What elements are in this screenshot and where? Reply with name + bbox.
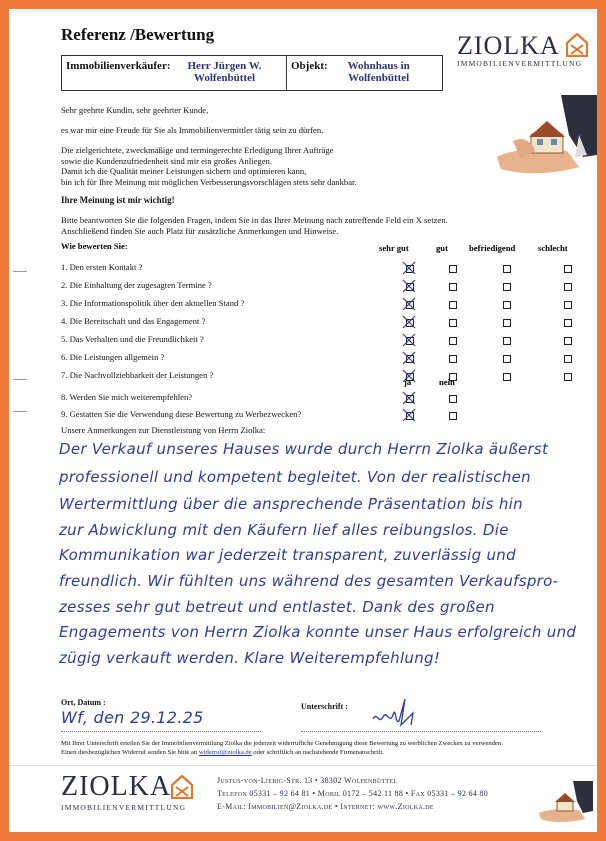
rating-checkbox[interactable] <box>503 301 511 309</box>
rating-checkbox[interactable] <box>503 337 511 345</box>
question-8: 8. Werden Sie mich weiterempfehlen? <box>61 392 193 402</box>
question-9: 9. Gestatten Sie die Verwendung diese Bewertung zu Werbezwecken? <box>61 409 302 419</box>
yes-no-cross-mark <box>402 391 416 405</box>
rating-checkbox[interactable] <box>564 283 572 291</box>
seller-value: Herr Jürgen W. Wolfenbüttel <box>187 60 262 84</box>
property-info-box <box>61 55 443 91</box>
remarks-label: Unsere Anmerkungen zur Dienstleistung von Herrn Ziolka: <box>61 425 266 435</box>
col-nein: nein <box>439 377 455 387</box>
intro-line: es war mir eine Freude für Sie als Immobilienvermittler tätig sein zu dürfen. <box>61 125 324 135</box>
opinion-heading: Ihre Meinung ist mir wichtig! <box>61 195 175 205</box>
footer-house-logo-icon <box>171 775 193 799</box>
remark-line-1: Der Verkauf unseres Hauses wurde durch Herrn Ziolka äußerst <box>59 440 549 458</box>
revoke-email-link[interactable]: widerruf@ziolka.de <box>198 749 252 756</box>
question-5: 5. Das Verhalten und die Freundlichkeit ? <box>61 334 204 344</box>
rating-cross-mark <box>402 315 416 329</box>
rating-checkbox[interactable] <box>503 265 511 273</box>
rating-checkbox[interactable] <box>503 355 511 363</box>
remark-line-7: zesses sehr gut betreut und entlastet. Dank des großen <box>59 598 495 616</box>
rating-cross-mark <box>402 351 416 365</box>
footer-house-image <box>537 781 593 827</box>
house-in-hands-image <box>491 95 597 187</box>
remark-line-5: Kommunikation war jederzeit transparent, zuverlässig und <box>59 546 516 564</box>
col-befriedigend: befriedigend <box>469 243 516 253</box>
rating-checkbox[interactable] <box>564 265 572 273</box>
rating-checkbox[interactable] <box>449 301 457 309</box>
remark-line-2: professionell und kompetent begleitet. Von der realistischen <box>59 468 531 486</box>
survey-table <box>61 241 581 421</box>
logo-tagline: IMMOBILIENVERMITTLUNG <box>457 59 583 68</box>
house-logo-icon <box>566 33 588 57</box>
yes-no-cross-mark <box>402 408 416 422</box>
footer-street: Justus-von-Liebig-Str. 13 • 38302 Wolfenbüttel <box>217 776 398 785</box>
rating-checkbox[interactable] <box>503 283 511 291</box>
consent-text: Mit Ihrer Unterschrift erteilen Sie der Immobilienvermittlung Ziolka die jederzeit widerrufliche Genehmigung diese Bewertung zu werblichen Zwecken zu verwenden. <box>61 740 503 747</box>
rating-checkbox[interactable] <box>503 373 511 381</box>
question-4: 4. Die Bereitschaft und das Engagement ? <box>61 316 206 326</box>
intro-paragraph: Die zielgerichtete, zweckmäßige und termingerechte Erledigung Ihrer Aufträge sowie die Kundenzufriedenheit sind mir ein großes Anliegen. Damit ich die Qualität meiner Leistungen sichern und optimieren kann, bin ich für Ihre Meinung mit möglichen Verbesserungsvorschlägen stets sehr dankbar. <box>61 145 357 187</box>
remark-line-4: zur Abwicklung mit den Käufern lief alles reibungslos. Die <box>59 521 509 539</box>
rating-cross-mark <box>402 333 416 347</box>
footer-contact: E-Mail: Immobilien@Ziolka.de • Internet: www.Ziolka.de <box>217 802 434 811</box>
rating-checkbox[interactable] <box>564 355 572 363</box>
rating-cross-mark <box>402 261 416 275</box>
footer-logo <box>61 771 186 812</box>
rating-checkbox[interactable] <box>564 319 572 327</box>
footer-logo-wordmark: ZIOLKA <box>61 771 172 802</box>
rating-checkbox[interactable] <box>449 355 457 363</box>
col-gut: gut <box>436 243 448 253</box>
rating-checkbox[interactable] <box>449 319 457 327</box>
greeting: Sehr geehrte Kundin, sehr geehrter Kunde, <box>61 105 209 115</box>
place-date-value: Wf, den 29.12.25 <box>61 708 204 727</box>
question-2: 2. Die Einhaltung der zugesagten Termine ? <box>61 280 212 290</box>
remark-line-8: Engagements von Herrn Ziolka konnte unser Haus erfolgreich und <box>59 623 577 641</box>
remark-line-6: freundlich. Wir fühlten uns während des gesamten Verkaufspro- <box>59 572 559 590</box>
question-7: 7. Die Nachvollziehbarkeit der Leistungen ? <box>61 370 214 380</box>
yes-no-checkbox[interactable] <box>449 412 457 420</box>
question-1: 1. Den ersten Kontakt ? <box>61 262 143 272</box>
question-3: 3. Die Informationspolitik über den aktuellen Stand ? <box>61 298 245 308</box>
page-title: Referenz /Bewertung <box>61 25 215 44</box>
logo-wordmark: ZIOLKA <box>457 31 560 60</box>
seller-label: Immobilienverkäufer: <box>66 60 171 72</box>
survey-heading: Wie bewerten Sie: <box>61 241 128 251</box>
footer-logo-tagline: IMMOBILIENVERMITTLUNG <box>61 803 187 812</box>
footer-phone: Telefon 05331 – 92 64 81 • Mobil 0172 – 542 11 88 • Fax 05331 – 92 64 80 <box>217 789 489 798</box>
rating-checkbox[interactable] <box>564 337 572 345</box>
handwritten-signature <box>369 695 429 735</box>
object-value: Wohnhaus in Wolfenbüttel <box>347 60 410 84</box>
question-6: 6. Die Leistungen allgemein ? <box>61 352 165 362</box>
remark-line-3: Wertermittlung über die ansprechende Präsentation bis hin <box>59 495 523 513</box>
instructions: Bitte beantworten Sie die folgenden Fragen, indem Sie in das Ihrer Meinung nach zutreffende Feld ein X setzen. Anschließend finden Sie auch Platz für zusätzliche Anmerkungen und Hinweise. <box>61 215 448 236</box>
ziolka-logo <box>457 31 582 68</box>
rating-checkbox[interactable] <box>449 337 457 345</box>
col-ja: ja <box>404 377 412 387</box>
rating-checkbox[interactable] <box>564 373 572 381</box>
rating-checkbox[interactable] <box>564 301 572 309</box>
signature-label: Unterschrift : <box>301 702 348 711</box>
col-schlecht: schlecht <box>538 243 568 253</box>
rating-cross-mark <box>402 279 416 293</box>
rating-checkbox[interactable] <box>503 319 511 327</box>
rating-checkbox[interactable] <box>449 283 457 291</box>
rating-cross-mark <box>402 297 416 311</box>
place-date-label: Ort, Datum : <box>61 698 106 707</box>
reference-form-page <box>9 9 597 832</box>
consent-address-text: oder schriftlich an nachstehende Firmenanschrift. <box>251 749 384 756</box>
consent-note <box>61 739 591 757</box>
object-label: Objekt: <box>291 60 328 72</box>
col-sehr-gut: sehr gut <box>379 243 409 253</box>
remark-line-9: zügig verkauft werden. Klare Weiterempfehlung! <box>59 649 441 667</box>
yes-no-checkbox[interactable] <box>449 395 457 403</box>
consent-revoke-text: Einen diesbezüglichen Widerruf senden Sie bitte an <box>61 749 199 756</box>
rating-checkbox[interactable] <box>449 265 457 273</box>
footer-address <box>217 774 488 813</box>
